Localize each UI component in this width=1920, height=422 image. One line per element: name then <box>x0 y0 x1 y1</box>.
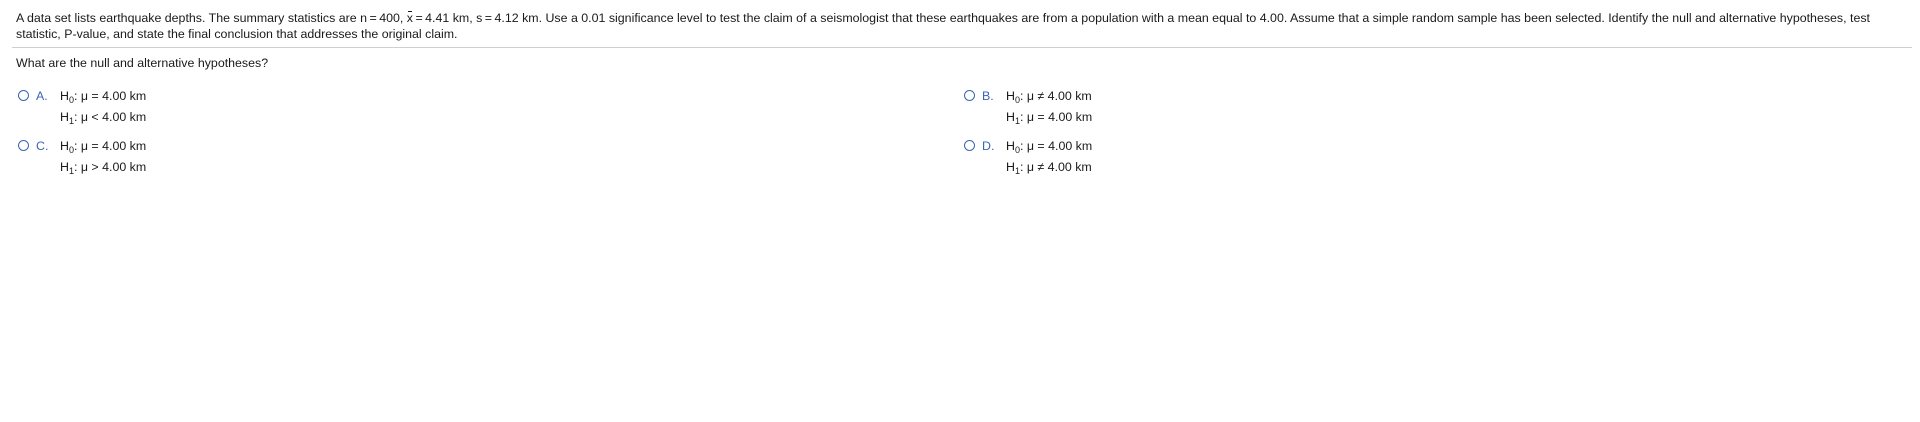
null-hypothesis-b: $H_0$: μ ≠ 4.00 km <box>1006 89 1092 105</box>
option-letter-a: A. <box>36 89 48 103</box>
null-hypothesis-d: $H_0$: μ = 4.00 km <box>1006 139 1093 155</box>
option-letter-b: B. <box>982 89 994 103</box>
radio-button-c[interactable] <box>18 140 29 151</box>
problem-statement <box>16 10 1896 42</box>
radio-button-d[interactable] <box>964 140 975 151</box>
alternative-hypothesis-a: $H_1$: μ < 4.00 km <box>60 110 147 126</box>
option-letter-d: D. <box>982 139 995 153</box>
alternative-hypothesis-b: $H_1$: μ = 4.00 km <box>1006 110 1093 126</box>
radio-button-a[interactable] <box>18 90 29 101</box>
alternative-hypothesis-d: $H_1$: μ ≠ 4.00 km <box>1006 160 1092 176</box>
null-hypothesis-a: $H_0$: μ = 4.00 km <box>60 89 147 105</box>
problem-text-part2: = 4.41 km, s = 4.12 km. Use a 0.01 significance level to test the claim of a seismologist that these earthquakes are from a population with a mean equal to 4.00. Assume that a simple random sample has been selected. Identify the null and alternative hypotheses, test statistic, P-value, and state the final conclusion that addresses the original claim. <box>16 11 1870 41</box>
radio-button-b[interactable] <box>964 90 975 101</box>
null-hypothesis-c: $H_0$: μ = 4.00 km <box>60 139 147 155</box>
alternative-hypothesis-c: $H_1$: μ > 4.00 km <box>60 160 147 176</box>
question-prompt: What are the null and alternative hypotheses? <box>16 56 269 70</box>
option-letter-c: C. <box>36 139 49 153</box>
divider <box>12 47 1912 48</box>
sample-mean-symbol: x <box>406 11 413 25</box>
problem-text-part1: A data set lists earthquake depths. The summary statistics are n = 400, <box>16 11 407 25</box>
